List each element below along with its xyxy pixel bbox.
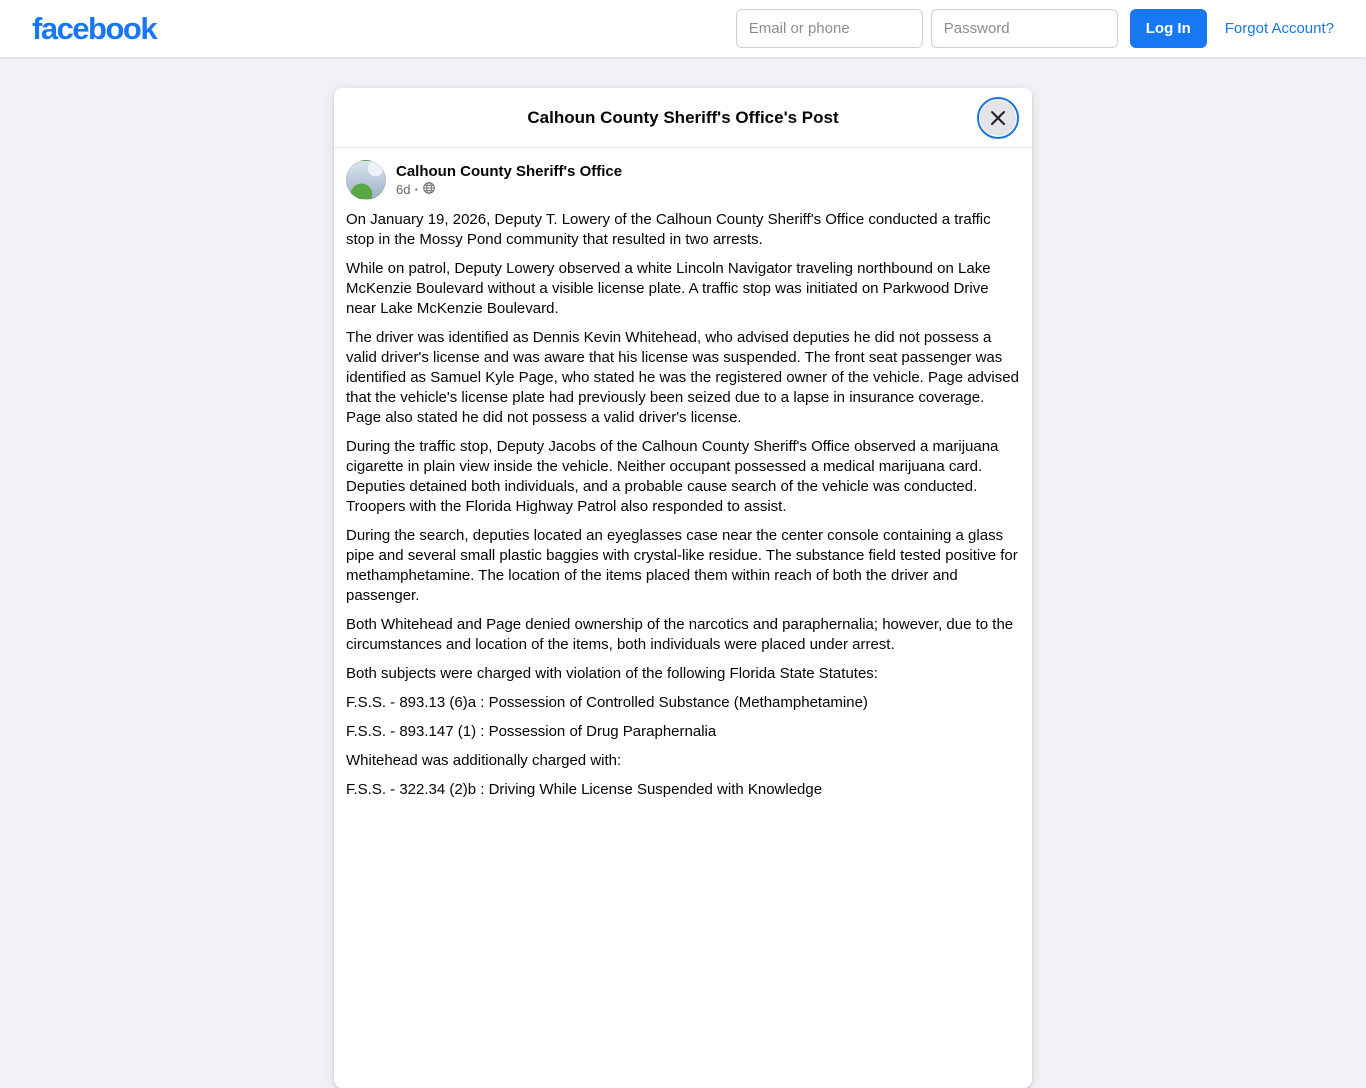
globe-icon [423,181,435,198]
login-button[interactable]: Log In [1130,9,1207,48]
post-paragraph: On January 19, 2026, Deputy T. Lowery of the Calhoun County Sheriff's Office conducted a traffic stop in the Mossy Pond community that resulted in two arrests. [346,211,991,248]
author-block [396,162,622,198]
post-paragraph: During the traffic stop, Deputy Jacobs of the Calhoun County Sheriff's Office observed a marijuana cigarette in plain view inside the vehicle. Neither occupant possessed a medical marijuana card. Deputies detained both individuals, and a probable cause search of the vehicle was conducted. Troopers with the Florida Highway Patrol also responded to assist. [346,438,999,515]
post-paragraph: F.S.S. - 322.34 (2)b : Driving While License Suspended with Knowledge [346,781,823,798]
facebook-logo[interactable]: facebook [32,10,157,46]
post-meta [396,181,622,198]
post-paragraph: While on patrol, Deputy Lowery observed a white Lincoln Navigator traveling northbound on Lake McKenzie Boulevard without a visible license plate. A traffic stop was initiated on Parkwood Drive near Lake McKenzie Boulevard. [346,260,991,317]
post-modal [334,88,1032,1088]
post-paragraph: Both Whitehead and Page denied ownership of the narcotics and paraphernalia; however, due to the circumstances and location of the items, both individuals were placed under arrest. [346,616,1014,653]
avatar[interactable] [346,160,386,200]
top-navbar [0,0,1366,57]
post-header [334,148,1032,208]
post-paragraph: Both subjects were charged with violation of the following Florida State Statutes: [346,665,878,682]
modal-title: Calhoun County Sheriff's Office's Post [527,107,839,127]
login-form [736,9,1334,48]
post-paragraph: The driver was identified as Dennis Kevin Whitehead, who advised deputies he did not possess a valid driver's license and was aware that his license was suspended. The front seat passenger was identified as Samuel Kyle Page, who stated he was the registered owner of the vehicle. Page advised that the vehicle's license plate had previously been seized due to a lapse in insurance coverage. Page also stated he did not possess a valid driver's license. [346,329,1019,426]
post-paragraph: Whitehead was additionally charged with: [346,752,622,769]
close-button[interactable] [980,100,1016,136]
author-name[interactable]: Calhoun County Sheriff's Office [396,163,623,180]
post-paragraph: During the search, deputies located an eyeglasses case near the center console containing a glass pipe and several small plastic baggies with crystal-like residue. The substance field tested positive for methamphetamine. The location of the items placed them within reach of both the driver and passenger. [346,527,1018,604]
meta-separator: · [414,182,419,197]
post-paragraph: F.S.S. - 893.13 (6)a : Possession of Controlled Substance (Methamphetamine) [346,694,868,711]
post-body [334,208,1032,825]
password-field[interactable] [931,9,1118,48]
email-field[interactable] [736,9,923,48]
post-paragraph: F.S.S. - 893.147 (1) : Possession of Drug Paraphernalia [346,723,717,740]
forgot-account-link[interactable]: Forgot Account? [1224,20,1334,37]
timestamp: 6d [396,182,411,197]
modal-header [334,88,1032,148]
close-icon [989,109,1007,127]
